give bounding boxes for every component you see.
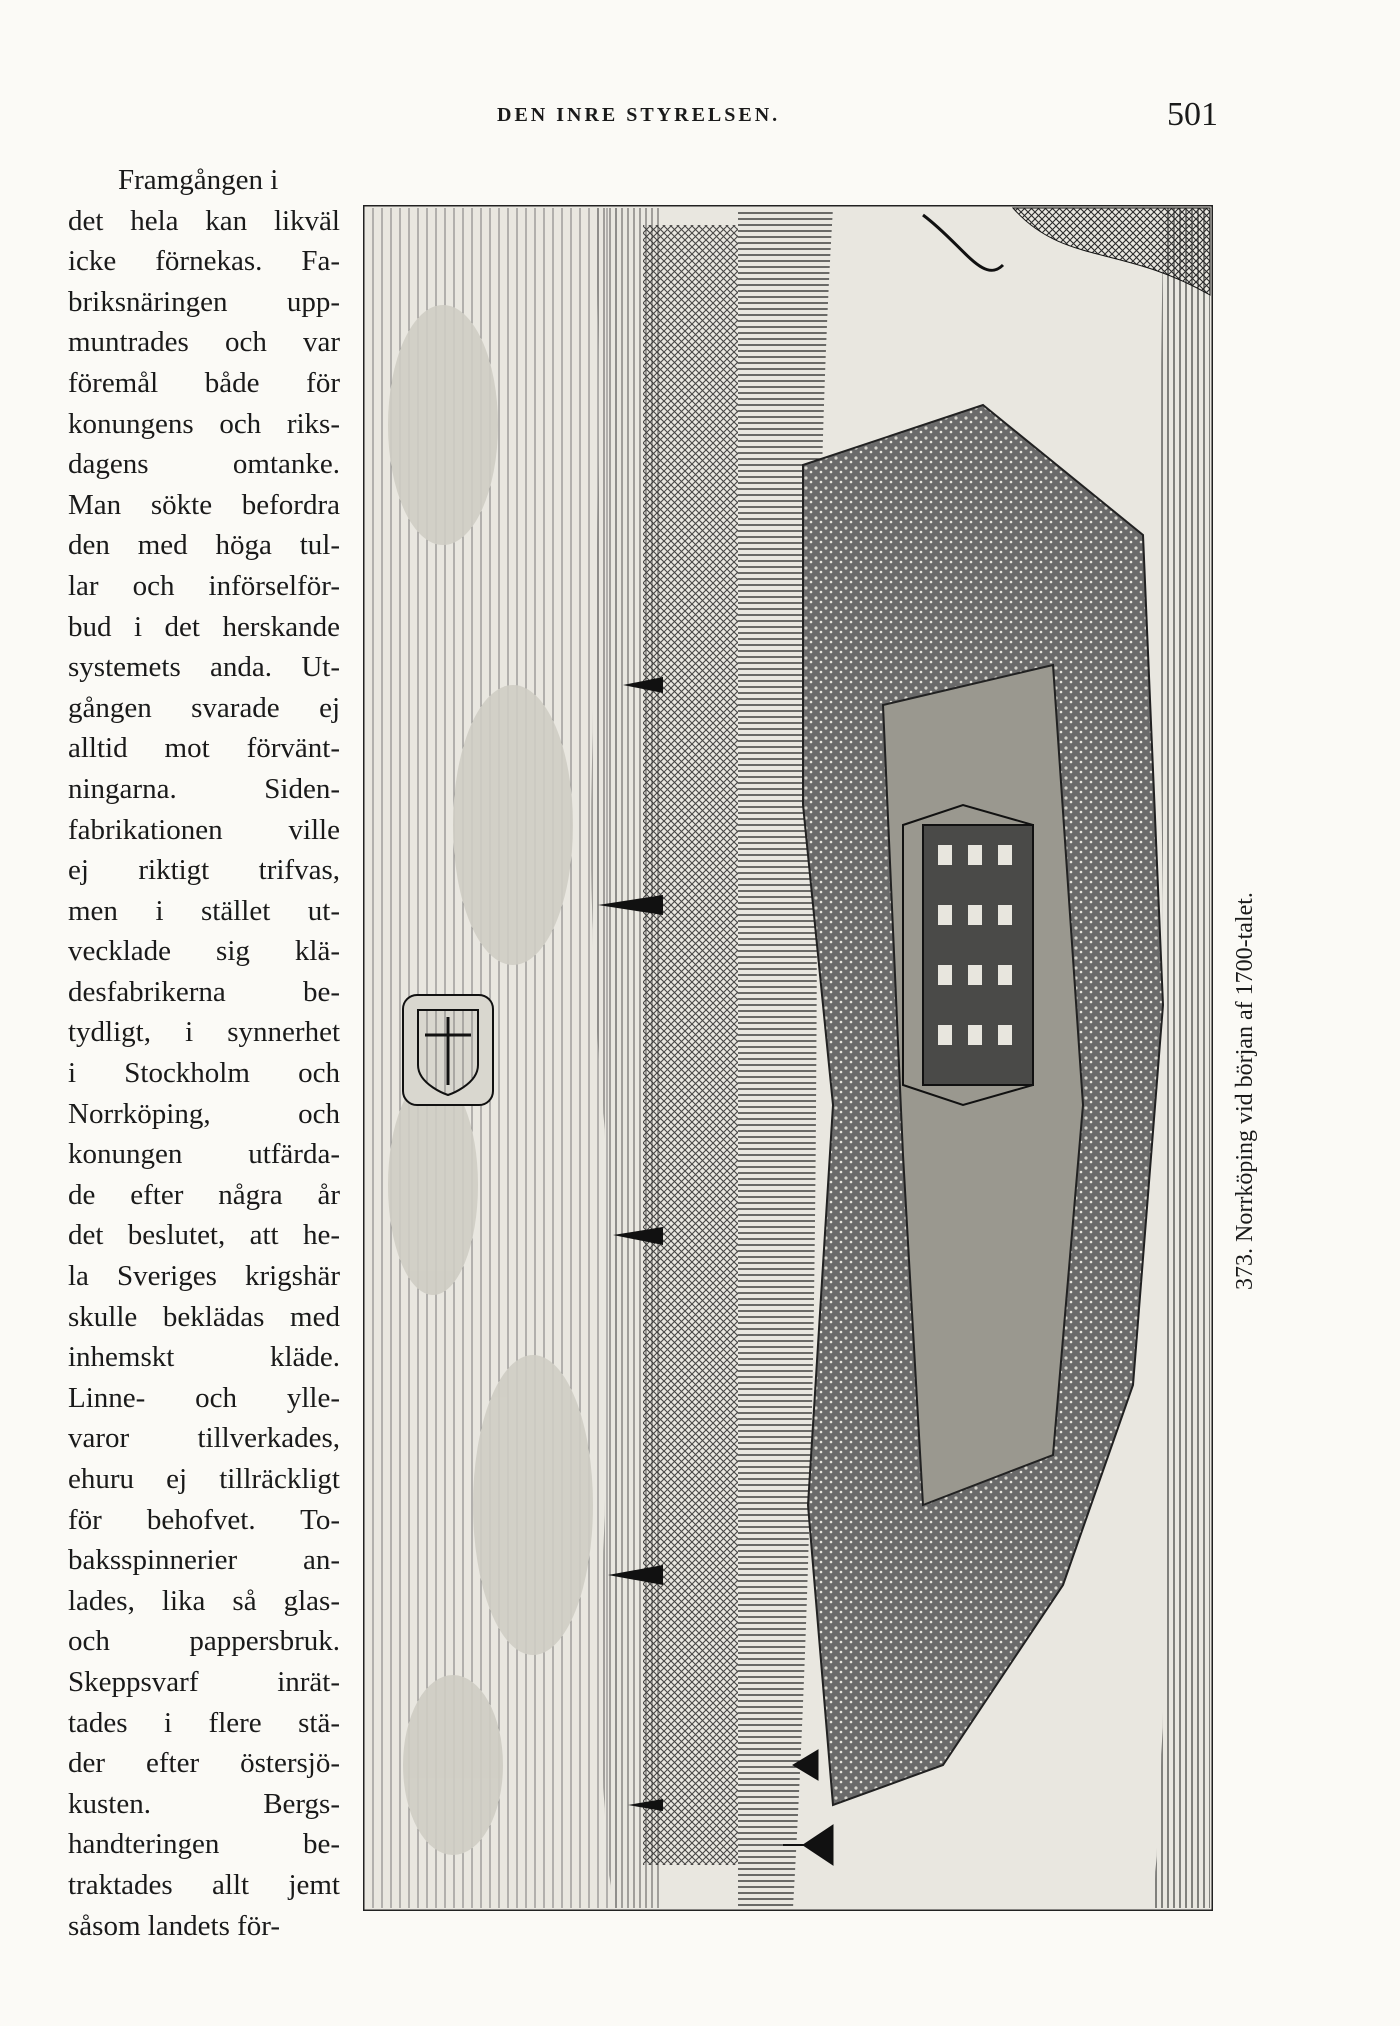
body-line: systemets anda. Ut- [68,651,340,684]
body-line: lades, lika så glas- [68,1584,340,1617]
body-line: Man sökte befordra [68,488,340,521]
body-line: dagens omtanke. [68,448,340,481]
running-head: DEN INRE STYRELSEN. [497,104,781,126]
body-line: de efter några år [68,1178,340,1211]
figure-caption: 373. Norrköping vid början af 1700-talet. [1232,892,1258,1290]
body-line: Skeppsvarf inrät- [68,1665,340,1698]
body-line: muntrades och var [68,326,340,359]
body-line: den med höga tul- [68,529,340,562]
body-line: la Sveriges krigshär [68,1260,340,1293]
body-line: desfabrikerna be- [68,975,340,1008]
body-line: såsom landets för- [68,1909,281,1942]
body-line: det hela kan likväl [68,204,340,237]
body-line: handteringen be- [68,1828,340,1861]
town-rooftops [643,225,738,1865]
body-line: fabrikationen ville [68,813,340,846]
engraving-illustration [363,205,1213,1911]
body-line: konungen utfärda- [68,1138,340,1171]
body-line: kusten. Bergs- [68,1787,340,1820]
body-text [68,160,340,1946]
body-line: lar och införselför- [68,569,340,602]
body-line: gången svarade ej [68,691,340,724]
body-line: Norrköping, och [68,1097,340,1130]
body-line: vecklade sig klä- [68,935,340,968]
body-line: tydligt, i synnerhet [68,1016,340,1049]
body-line: men i stället ut- [68,894,340,927]
body-line: konungens och riks- [68,407,340,440]
body-line: Linne- och ylle- [68,1381,340,1414]
body-line: föremål både för [68,366,340,399]
body-line: det beslutet, att he- [68,1219,340,1252]
body-line: varor tillverkades, [68,1422,340,1455]
body-line: ningarna. Siden- [68,772,340,805]
coat-of-arms [403,995,493,1105]
body-line: traktades allt jemt [68,1868,340,1901]
body-line: inhemskt kläde. [68,1341,340,1374]
body-line: bud i det herskande [68,610,340,643]
body-line: der efter östersjö- [68,1747,340,1780]
body-line: ehuru ej tillräckligt [68,1463,340,1495]
body-line: och pappersbruk. [68,1625,340,1658]
body-line: skulle beklädas med [68,1300,340,1333]
body-line: i Stockholm och [68,1057,340,1090]
castle-building [903,805,1033,1105]
body-line: för behofvet. To- [68,1503,340,1536]
body-line: ej riktigt trifvas, [68,854,340,887]
body-line: icke förnekas. Fa- [68,245,340,278]
body-line: briksnäringen upp- [68,285,340,318]
body-line: Framgången i [118,164,279,196]
body-line: tades i flere stä- [68,1706,340,1739]
body-line: alltid mot förvänt- [68,732,340,765]
page-number: 501 [1167,96,1218,133]
body-line: baksspinnerier an- [68,1544,340,1577]
